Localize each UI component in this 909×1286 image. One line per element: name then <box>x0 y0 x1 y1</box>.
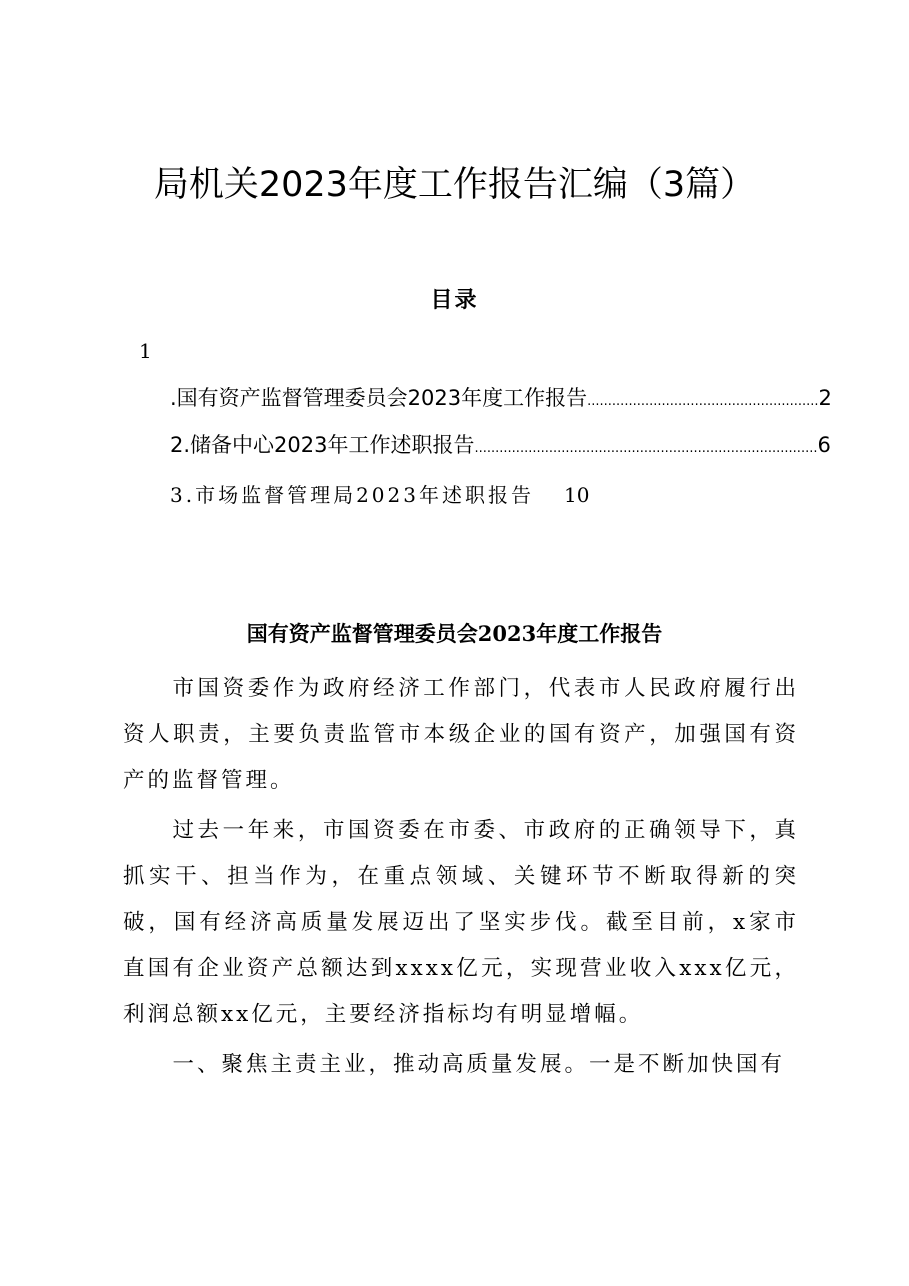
toc-entry-leader: ................................................................................... <box>474 441 818 456</box>
toc-entry-leader: ........................................................ <box>587 394 819 409</box>
body-paragraph-2: 过去一年来，市国资委在市委、市政府的正确领导下，真抓实干、担当作为，在重点领域、关键环节不断取得新的突破，国有经济高质量发展迈出了坚实步伐。截至目前，x家市直国有企业资产总额达到xxxx亿元，实现营业收入xxx亿元，利润总额xx亿元，主要经济指标均有明显增幅。 <box>123 818 799 1027</box>
toc-entry-3[interactable] <box>170 479 589 511</box>
toc-entry-1[interactable] <box>170 382 832 414</box>
toc-entry-label: 2.储备中心2023年工作述职报告 <box>170 433 475 457</box>
toc-entry-label: 3.市场监督管理局2023年述职报告 <box>170 483 534 507</box>
toc-entry-page: 10 <box>563 483 590 507</box>
toc-entry-label: .国有资产监督管理委员会2023年度工作报告 <box>170 386 588 410</box>
body-paragraph-1: 市国资委作为政府经济工作部门，代表市人民政府履行出资人职责，主要负责监管市本级企业的国有资产，加强国有资产的监督管理。 <box>123 676 799 793</box>
toc-entry-2[interactable] <box>170 429 831 461</box>
document-title: 局机关2023年度工作报告汇编（3篇） <box>153 165 756 205</box>
toc-entry-page: 2 <box>818 386 832 410</box>
section-title: 国有资产监督管理委员会2023年度工作报告 <box>246 621 663 646</box>
toc-leading-number: 1 <box>139 339 152 363</box>
body-paragraph-3: 一、聚焦主责主业，推动高质量发展。一是不断加快国有 <box>172 1052 785 1077</box>
toc-heading: 目录 <box>430 287 479 313</box>
toc-entry-page: 6 <box>817 433 831 457</box>
